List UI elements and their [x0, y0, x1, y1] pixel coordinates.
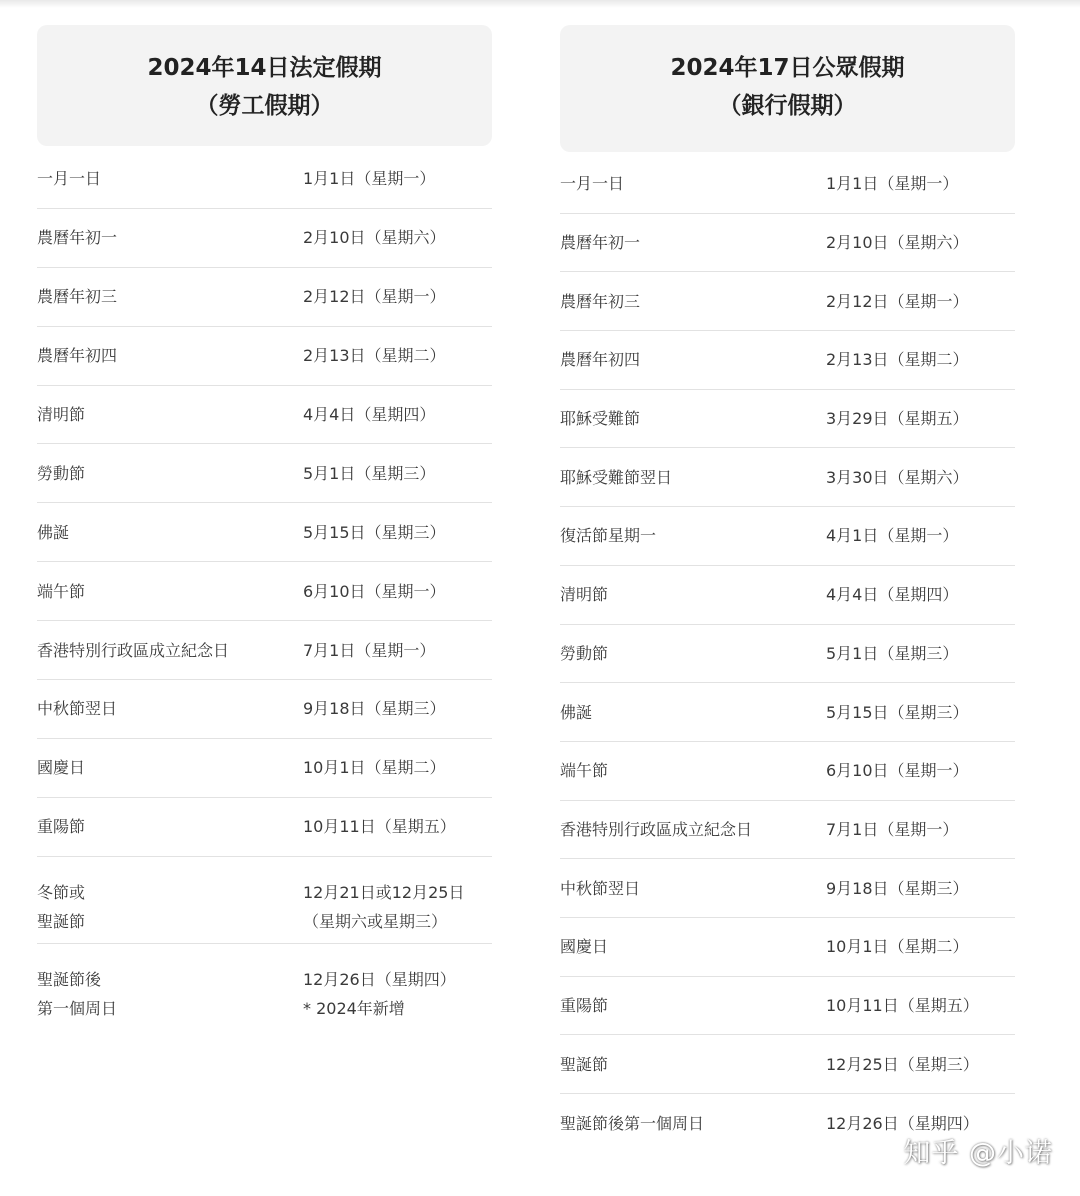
table-row: [37, 444, 492, 503]
table-row: [560, 918, 1015, 977]
holiday-date: 6月10日（星期一）: [826, 761, 969, 781]
holiday-date: 7月1日（星期一）: [303, 640, 436, 660]
holiday-name: 端午節: [37, 581, 86, 601]
table-header: [560, 25, 1015, 152]
holiday-date: 10月1日（星期二）: [303, 758, 446, 778]
holiday-date: 12月26日（星期四）: [826, 1113, 979, 1133]
holiday-name: 中秋節翌日: [560, 878, 641, 898]
holiday-date: 2月10日（星期六）: [826, 233, 969, 253]
table-row: [560, 801, 1015, 860]
holiday-name: 重陽節: [560, 995, 609, 1015]
table-row: [560, 566, 1015, 625]
holiday-date: 5月1日（星期三）: [826, 643, 959, 663]
table-row: [37, 680, 492, 739]
table-row: [37, 621, 492, 680]
table-subtitle: （勞工假期）: [195, 93, 334, 119]
holiday-date: 7月1日（星期一）: [826, 819, 959, 839]
table-row: [560, 859, 1015, 918]
new-in-2024-note: * 2024年新增: [303, 998, 405, 1018]
holiday-date: 9月18日（星期三）: [826, 878, 969, 898]
holiday-name: [37, 965, 303, 1023]
holiday-name: 聖誕節後第一個周日: [560, 1113, 705, 1133]
table-row: [37, 503, 492, 562]
holiday-name: 勞動節: [37, 463, 86, 483]
table-title: 2024年14日法定假期: [147, 55, 382, 81]
table-row: [560, 507, 1015, 566]
holiday-name: 農曆年初四: [37, 346, 118, 366]
table-row: [37, 327, 492, 386]
holiday-date: 5月1日（星期三）: [303, 463, 436, 483]
holiday-date: 2月12日（星期一）: [826, 291, 969, 311]
holiday-name: 國慶日: [560, 937, 609, 957]
holiday-name: 國慶日: [37, 758, 86, 778]
holiday-date: 3月30日（星期六）: [826, 467, 969, 487]
holiday-date: [303, 965, 492, 1023]
holiday-date: 10月11日（星期五）: [303, 817, 456, 837]
holiday-name: 復活節星期一: [560, 526, 657, 546]
table-row: [37, 150, 492, 209]
holiday-name: 農曆年初三: [37, 287, 118, 307]
table-row: [560, 214, 1015, 273]
holiday-name: 農曆年初三: [560, 291, 641, 311]
holiday-date: 5月15日（星期三）: [826, 702, 969, 722]
holiday-date: 2月13日（星期二）: [826, 350, 969, 370]
table-row: [560, 390, 1015, 449]
table-row: [37, 944, 492, 1031]
holiday-date: 1月1日（星期一）: [826, 174, 959, 194]
holiday-name: 端午節: [560, 761, 609, 781]
holiday-date: 5月15日（星期三）: [303, 522, 446, 542]
holiday-date: 4月4日（星期四）: [826, 585, 959, 605]
holiday-name: 農曆年初一: [37, 228, 118, 248]
holiday-date-line: 12月26日（星期四）: [303, 969, 456, 989]
holiday-date: 4月4日（星期四）: [303, 405, 436, 424]
holiday-name: [37, 878, 303, 936]
holiday-date: 1月1日（星期一）: [303, 169, 436, 189]
table-row: [37, 739, 492, 798]
top-shadow-bar: [0, 0, 1080, 8]
table-row: [37, 798, 492, 857]
holiday-name: 香港特別行政區成立紀念日: [560, 819, 753, 839]
holiday-date: 10月11日（星期五）: [826, 995, 979, 1015]
holiday-name: 一月一日: [37, 169, 102, 189]
table-row: [560, 272, 1015, 331]
table-body: [560, 152, 1015, 1153]
table-row: [37, 562, 492, 621]
table-body: [37, 146, 492, 1031]
table-row: [37, 386, 492, 445]
holiday-name: 勞動節: [560, 643, 609, 663]
table-header: [37, 25, 492, 146]
table-row: [560, 331, 1015, 390]
holiday-date-line: 12月21日或12月25日: [303, 882, 465, 902]
table-row: [560, 448, 1015, 507]
holiday-name: 清明節: [37, 405, 86, 424]
holiday-name: 清明節: [560, 585, 609, 605]
holiday-date: 2月10日（星期六）: [303, 228, 446, 248]
table-row: [560, 977, 1015, 1036]
holiday-name: 佛誕: [37, 522, 70, 542]
holiday-date: 3月29日（星期五）: [826, 409, 969, 429]
table-row: [37, 268, 492, 327]
holiday-name: 聖誕節: [560, 1054, 609, 1074]
holiday-date-line: （星期六或星期三）: [303, 911, 448, 931]
holiday-name: 農曆年初四: [560, 350, 641, 370]
holiday-date: 2月12日（星期一）: [303, 287, 446, 307]
zhihu-watermark: 知乎 @小诺: [903, 1138, 1053, 1169]
holiday-date: [303, 878, 492, 936]
table-title: 2024年17日公眾假期: [670, 55, 905, 81]
table-row: [37, 209, 492, 268]
holiday-date: 12月25日（星期三）: [826, 1054, 979, 1074]
table-row: [560, 742, 1015, 801]
holiday-name-line: 第一個周日: [37, 998, 118, 1018]
holiday-name-line: 聖誕節: [37, 911, 86, 931]
holiday-name-line: 冬節或: [37, 882, 86, 902]
holiday-name: 香港特別行政區成立紀念日: [37, 640, 230, 660]
table-row: [37, 857, 492, 944]
holiday-date: 10月1日（星期二）: [826, 937, 969, 957]
holiday-name: 耶穌受難節翌日: [560, 467, 673, 487]
holiday-date: 9月18日（星期三）: [303, 699, 446, 719]
statutory-holidays-table: [37, 25, 492, 1031]
holiday-name: 農曆年初一: [560, 233, 641, 253]
holiday-name: 重陽節: [37, 817, 86, 837]
table-row: [560, 1035, 1015, 1094]
holiday-name-line: 聖誕節後: [37, 969, 102, 989]
holiday-date: 4月1日（星期一）: [826, 526, 959, 546]
table-row: [560, 683, 1015, 742]
holiday-name: 佛誕: [560, 702, 593, 722]
holiday-date: 2月13日（星期二）: [303, 346, 446, 366]
holiday-name: 中秋節翌日: [37, 699, 118, 719]
table-row: [560, 625, 1015, 684]
table-subtitle: （銀行假期）: [718, 93, 857, 119]
holiday-date: 6月10日（星期一）: [303, 581, 446, 601]
public-holidays-table: [560, 25, 1015, 1153]
holiday-name: 一月一日: [560, 174, 625, 194]
holiday-name: 耶穌受難節: [560, 409, 641, 429]
table-row: [560, 155, 1015, 214]
